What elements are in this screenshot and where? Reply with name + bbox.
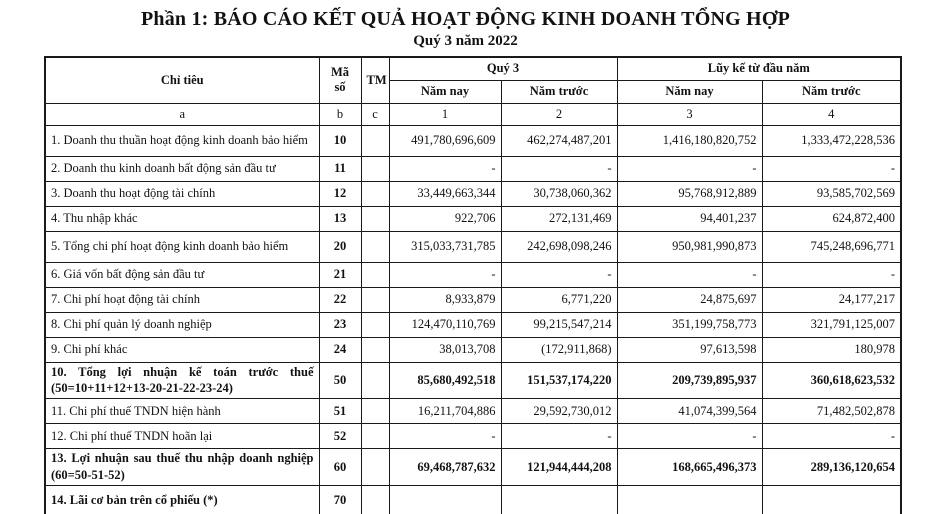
value-cell-ytd-nam-nay: - — [617, 424, 762, 449]
value-cell-ytd-nam-nay: 950,981,990,873 — [617, 231, 762, 262]
table-row — [45, 125, 901, 156]
value-cell-q3-nam-truoc: - — [501, 262, 617, 287]
income-statement-table — [44, 56, 902, 514]
value-cell-ytd-nam-truoc: 745,248,696,771 — [762, 231, 901, 262]
tm-cell — [361, 181, 389, 206]
row-label: 5. Tổng chi phí hoạt động kinh doanh bảo hiểm — [45, 231, 319, 262]
table-row — [45, 424, 901, 449]
header-q3-nam-truoc: Năm trước — [501, 80, 617, 103]
value-cell-q3-nam-truoc: 462,274,487,201 — [501, 125, 617, 156]
ma-so-cell: 11 — [319, 156, 361, 181]
value-cell-q3-nam-truoc: - — [501, 156, 617, 181]
column-letter: a — [45, 103, 319, 125]
row-label: 12. Chi phí thuế TNDN hoãn lại — [45, 424, 319, 449]
header-chi-tieu: Chỉ tiêu — [45, 57, 319, 103]
value-cell-q3-nam-nay — [389, 486, 501, 514]
value-cell-ytd-nam-nay: - — [617, 262, 762, 287]
report-page — [0, 8, 931, 514]
value-cell-ytd-nam-truoc: - — [762, 424, 901, 449]
header-row-letters — [45, 103, 901, 125]
tm-cell — [361, 231, 389, 262]
table-row — [45, 262, 901, 287]
value-cell-q3-nam-truoc: 242,698,098,246 — [501, 231, 617, 262]
value-cell-ytd-nam-truoc: 24,177,217 — [762, 287, 901, 312]
value-cell-q3-nam-nay: 33,449,663,344 — [389, 181, 501, 206]
value-cell-ytd-nam-nay: 168,665,496,373 — [617, 449, 762, 486]
column-letter: 1 — [389, 103, 501, 125]
ma-so-cell: 13 — [319, 206, 361, 231]
row-label: 3. Doanh thu hoạt động tài chính — [45, 181, 319, 206]
column-letter: 2 — [501, 103, 617, 125]
header-row-groups — [45, 57, 901, 80]
row-label: 4. Thu nhập khác — [45, 206, 319, 231]
header-tm: TM — [361, 57, 389, 103]
table-row — [45, 486, 901, 514]
ma-so-cell: 51 — [319, 399, 361, 424]
value-cell-ytd-nam-truoc: - — [762, 156, 901, 181]
table-row — [45, 449, 901, 486]
value-cell-ytd-nam-nay: 94,401,237 — [617, 206, 762, 231]
header-ma-so: Mã số — [319, 57, 361, 103]
value-cell-ytd-nam-truoc: 180,978 — [762, 337, 901, 362]
row-label: 2. Doanh thu kinh doanh bất động sản đầu tư — [45, 156, 319, 181]
tm-cell — [361, 287, 389, 312]
value-cell-q3-nam-nay: 16,211,704,886 — [389, 399, 501, 424]
value-cell-q3-nam-nay: 922,706 — [389, 206, 501, 231]
value-cell-q3-nam-nay: 69,468,787,632 — [389, 449, 501, 486]
value-cell-q3-nam-truoc: 151,537,174,220 — [501, 362, 617, 399]
value-cell-q3-nam-nay: 491,780,696,609 — [389, 125, 501, 156]
value-cell-ytd-nam-nay — [617, 486, 762, 514]
ma-so-cell: 20 — [319, 231, 361, 262]
value-cell-q3-nam-nay: - — [389, 262, 501, 287]
row-label: 10. Tổng lợi nhuận kế toán trước thuế (50=10+11+12+13-20-21-22-23-24) — [45, 362, 319, 399]
page-subtitle: Quý 3 năm 2022 — [413, 33, 518, 49]
value-cell-ytd-nam-truoc: 1,333,472,228,536 — [762, 125, 901, 156]
ma-so-cell: 12 — [319, 181, 361, 206]
table-row — [45, 181, 901, 206]
value-cell-q3-nam-truoc: 29,592,730,012 — [501, 399, 617, 424]
page-title: Phần 1: BÁO CÁO KẾT QUẢ HOẠT ĐỘNG KINH DOANH TỔNG HỢP — [140, 8, 790, 30]
row-label: 7. Chi phí hoạt động tài chính — [45, 287, 319, 312]
ma-so-cell: 52 — [319, 424, 361, 449]
ma-so-cell: 24 — [319, 337, 361, 362]
tm-cell — [361, 486, 389, 514]
row-label: 1. Doanh thu thuần hoạt động kinh doanh bảo hiểm — [45, 125, 319, 156]
value-cell-ytd-nam-truoc: 93,585,702,569 — [762, 181, 901, 206]
header-luyke-group: Lũy kế từ đầu năm — [617, 57, 901, 80]
tm-cell — [361, 125, 389, 156]
ma-so-cell: 21 — [319, 262, 361, 287]
table-row — [45, 206, 901, 231]
tm-cell — [361, 424, 389, 449]
column-letter: b — [319, 103, 361, 125]
row-label: 13. Lợi nhuận sau thuế thu nhập doanh nghiệp (60=50-51-52) — [45, 449, 319, 486]
tm-cell — [361, 156, 389, 181]
value-cell-ytd-nam-truoc: - — [762, 262, 901, 287]
value-cell-ytd-nam-nay: 209,739,895,937 — [617, 362, 762, 399]
table-row — [45, 337, 901, 362]
ma-so-cell: 23 — [319, 312, 361, 337]
value-cell-q3-nam-truoc: 6,771,220 — [501, 287, 617, 312]
value-cell-q3-nam-truoc: 121,944,444,208 — [501, 449, 617, 486]
value-cell-q3-nam-nay: 8,933,879 — [389, 287, 501, 312]
tm-cell — [361, 449, 389, 486]
value-cell-q3-nam-nay: - — [389, 156, 501, 181]
value-cell-q3-nam-nay: 124,470,110,769 — [389, 312, 501, 337]
column-letter: 4 — [762, 103, 901, 125]
value-cell-q3-nam-nay: 85,680,492,518 — [389, 362, 501, 399]
ma-so-cell: 22 — [319, 287, 361, 312]
table-row — [45, 399, 901, 424]
column-letter: 3 — [617, 103, 762, 125]
value-cell-q3-nam-truoc: 272,131,469 — [501, 206, 617, 231]
column-letter: c — [361, 103, 389, 125]
value-cell-ytd-nam-nay: - — [617, 156, 762, 181]
tm-cell — [361, 399, 389, 424]
tm-cell — [361, 312, 389, 337]
value-cell-ytd-nam-truoc: 71,482,502,878 — [762, 399, 901, 424]
tm-cell — [361, 337, 389, 362]
value-cell-ytd-nam-truoc: 624,872,400 — [762, 206, 901, 231]
tm-cell — [361, 262, 389, 287]
value-cell-ytd-nam-truoc: 289,136,120,654 — [762, 449, 901, 486]
value-cell-ytd-nam-truoc: 321,791,125,007 — [762, 312, 901, 337]
table-row — [45, 287, 901, 312]
header-quy3-group: Quý 3 — [389, 57, 617, 80]
value-cell-q3-nam-nay: 38,013,708 — [389, 337, 501, 362]
row-label: 8. Chi phí quản lý doanh nghiệp — [45, 312, 319, 337]
value-cell-ytd-nam-nay: 97,613,598 — [617, 337, 762, 362]
ma-so-cell: 10 — [319, 125, 361, 156]
table-row — [45, 231, 901, 262]
value-cell-q3-nam-truoc: - — [501, 424, 617, 449]
ma-so-cell: 70 — [319, 486, 361, 514]
value-cell-q3-nam-truoc — [501, 486, 617, 514]
value-cell-q3-nam-nay: 315,033,731,785 — [389, 231, 501, 262]
table-row — [45, 156, 901, 181]
value-cell-q3-nam-truoc: 30,738,060,362 — [501, 181, 617, 206]
value-cell-q3-nam-truoc: 99,215,547,214 — [501, 312, 617, 337]
row-label: 11. Chi phí thuế TNDN hiện hành — [45, 399, 319, 424]
header-ytd-nam-nay: Năm nay — [617, 80, 762, 103]
tm-cell — [361, 206, 389, 231]
value-cell-ytd-nam-truoc: 360,618,623,532 — [762, 362, 901, 399]
table-row — [45, 312, 901, 337]
value-cell-ytd-nam-nay: 351,199,758,773 — [617, 312, 762, 337]
value-cell-ytd-nam-nay: 1,416,180,820,752 — [617, 125, 762, 156]
table-row — [45, 362, 901, 399]
value-cell-ytd-nam-nay: 41,074,399,564 — [617, 399, 762, 424]
value-cell-q3-nam-truoc: (172,911,868) — [501, 337, 617, 362]
row-label: 14. Lãi cơ bản trên cổ phiếu (*) — [45, 486, 319, 514]
ma-so-cell: 60 — [319, 449, 361, 486]
value-cell-ytd-nam-nay: 95,768,912,889 — [617, 181, 762, 206]
value-cell-ytd-nam-truoc — [762, 486, 901, 514]
row-label: 6. Giá vốn bất động sản đầu tư — [45, 262, 319, 287]
header-q3-nam-nay: Năm nay — [389, 80, 501, 103]
value-cell-ytd-nam-nay: 24,875,697 — [617, 287, 762, 312]
tm-cell — [361, 362, 389, 399]
value-cell-q3-nam-nay: - — [389, 424, 501, 449]
ma-so-cell: 50 — [319, 362, 361, 399]
row-label: 9. Chi phí khác — [45, 337, 319, 362]
header-ytd-nam-truoc: Năm trước — [762, 80, 901, 103]
